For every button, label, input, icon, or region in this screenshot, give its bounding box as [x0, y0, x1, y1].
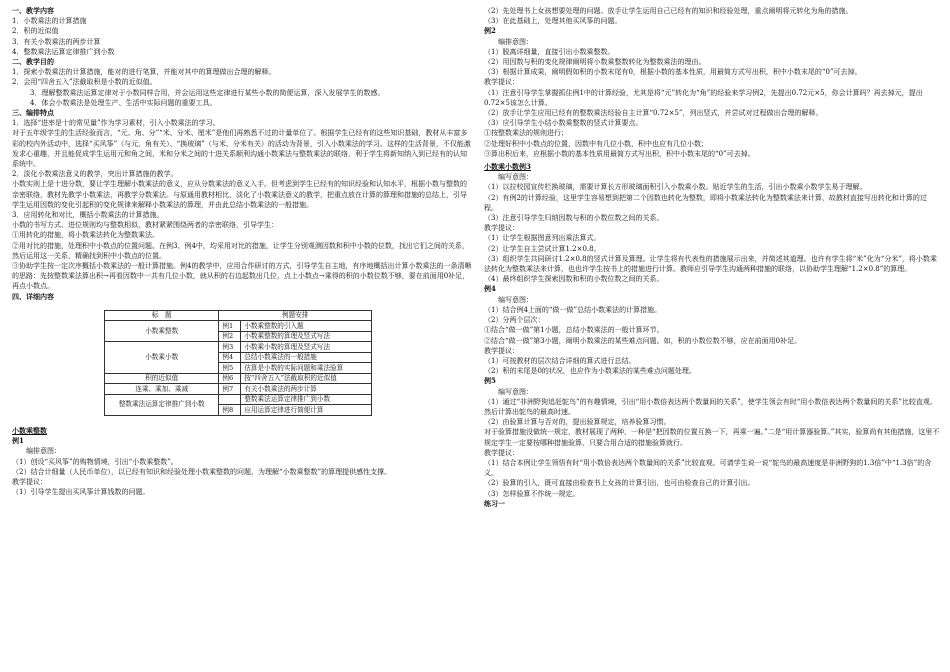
example-heading: 例2: [484, 26, 496, 36]
text-line: （2）让学生自主尝试计算1.2×0.8。: [484, 244, 601, 253]
paragraph: 2．淡化小数乘法意义的教学，突出计算措施的教学。: [12, 170, 178, 179]
text-line: ①结合“做一做”第1小题，总结小数乘法的一般计算环节。: [484, 326, 664, 335]
paragraph: 1．选择“进率是十的常见量”作为学习素材，引入小数乘法的学习。: [12, 119, 220, 128]
text-line: 1．探索小数乘法的计算措施，能对的进行笔算，并能对其中的算理做出合理的解释。: [12, 68, 276, 77]
table-cell: 积的近似值: [105, 373, 219, 384]
text-line: 教学提议：: [484, 346, 519, 355]
table-cell: 例7: [219, 384, 241, 395]
text-line: （1）通过“非洲野狗追赶鸵鸟”的有趣情境，引出“用小数倍表达两个数量间的关系”，使学生领会有时“用小数倍表达两个数量间的关系”比较直观。然后计算出鸵鸟的最高时速。: [484, 397, 937, 416]
sec2-list: [12, 67, 472, 87]
text-line: （1）创设“买风筝”的购物情境，引出“小数乘整数”。: [12, 457, 178, 466]
left-column: [12, 6, 472, 497]
example-heading: 例5: [484, 376, 496, 386]
sec1-list: [12, 16, 472, 57]
text-line: （1）可按教材的层次结合详细的算式进行总结。: [484, 356, 636, 365]
table-row: [105, 342, 372, 353]
text-line: （2）分两个层次：: [484, 316, 545, 325]
section-heading: 四、详细内容: [12, 291, 54, 301]
table-cell: 总结小数乘法的一般措施: [241, 352, 372, 363]
table-cell: 小数乘小数的算理及竖式写法: [241, 342, 372, 353]
sec2-sub-list: [12, 88, 472, 108]
section-heading: 一、教学内容: [12, 6, 54, 15]
section-heading: 三、编排特点: [12, 108, 54, 118]
text-line: （3）怎样验算不作统一规定。: [484, 489, 580, 498]
example-3-lines: [484, 172, 940, 284]
text-line: （1）结合例4上面的“做一做”总结小数乘法的计算措施。: [484, 305, 662, 314]
text-line: （1）让学生根据图意列出乘法算式。: [484, 234, 601, 243]
table-row: [105, 384, 372, 395]
table-cell: 按“四舍五入”法截取积的近似值: [241, 373, 372, 384]
table-cell: 例4: [219, 352, 241, 363]
table-cell: [219, 394, 241, 405]
text-line: （2）用因数与积的变化规律阐明将小数乘整数转化为整数乘法的理由。: [484, 58, 706, 67]
paragraph: 3．应用转化和对比，概括小数乘法的计算措施。: [12, 211, 164, 220]
section-heading: 二、教学目的: [12, 57, 54, 67]
continued-lines: [484, 6, 940, 26]
text-line: ②处理好积中小数点的位置，因数中有几位小数，积中也应有几位小数；: [484, 139, 708, 148]
table-cell: 连乘、乘加、乘减: [105, 384, 219, 395]
table-cell: 应用运算定律进行简便计算: [241, 405, 372, 416]
text-line: 2．积的近似值: [12, 27, 59, 36]
table-cell: 小数乘整数的算理及竖式写法: [241, 331, 372, 342]
table-header-cell: 标 题: [105, 310, 219, 321]
text-line: （3）应引导学生小结小数乘整数的竖式计算要点。: [484, 119, 643, 128]
table-cell: 有关小数乘法的两步计算: [241, 384, 372, 395]
text-line: （2）有例2的计算经验，这里学生容易想到把第二个因数也转化为整数，即将小数乘法转化为整数乘法来计算，故教材直接写出转化和计算的过程。: [484, 193, 927, 212]
text-line: （2）验算的引入，既可直接由检查书上女孩的计算引出，也可由检查自己的计算引出。: [484, 479, 755, 488]
table-header-cell: 例题安排: [219, 310, 372, 321]
table-row: [105, 321, 372, 332]
text-line: 编排意图：: [26, 447, 61, 456]
text-line: （2）结合计细量（人民币单位），以已经有知识和经验处理小数乘整数的问题，为理解“小数乘整数”的算理提供感性支撑。: [12, 467, 392, 476]
table-row: [105, 394, 372, 405]
subsection-title: 小数乘小数例3: [484, 162, 531, 172]
table-header-row: [105, 310, 372, 321]
text-line: 教学提议：: [484, 448, 519, 457]
text-line: （1）以拉校园宣传栏换玻璃，需要计算长方形玻璃面积引入小数乘小数。贴近学生的生活，引出小数乘小数学生易于理解。: [484, 183, 867, 192]
text-line: 教学提议：: [484, 78, 519, 87]
text-line: 教学提议：: [484, 224, 519, 233]
table-cell: 整数乘法运算定律推广到小数: [105, 394, 219, 415]
table-cell: 例8: [219, 405, 241, 416]
right-column: [484, 6, 940, 509]
example-4-lines: [484, 295, 940, 377]
paragraph: ③协助学生按一定次序概括小数乘法的一般计算措施。例4的教学中，应用合作研讨的方式，引导学生自主地，有序地概括出计算小数乘法的一条清晰的思路：先按整数乘法算出积→再看因数中一共有几位小数，就从积的右边起数出几位，点上小数点→乘得的积的小数位数不够，要在前面用0补足，再点小数点。: [12, 262, 472, 291]
text-line: 2．会用“四舍五入”法截取积是小数的近似值。: [12, 78, 157, 87]
text-line: （4）最终组织学生探索因数和积的小数位数之间的关系。: [484, 275, 664, 284]
text-line: 4．整数乘法运算定律推广到小数: [12, 47, 115, 56]
text-line: 4．体会小数乘法是处理生产、生活中实际问题的重要工具。: [30, 98, 217, 107]
paragraph: ②用对比的措施，处理积中小数点的位置问题。在例3、例4中，均采用对比的措施，让学生分别观测因数和积中小数的位数，找出它们之间的关系，然后运用这一关系，精确找到积中小数点的位置。: [12, 241, 469, 260]
table-cell: 估算是小数的实际问题和乘法验算: [241, 363, 372, 374]
table-cell: 例2: [219, 331, 241, 342]
text-line: 1．小数乘法的计算措施: [12, 17, 87, 26]
example-heading: 例4: [484, 284, 496, 294]
text-line: （3）注意引导学生归纳因数与积的小数位数之间的关系。: [484, 214, 664, 223]
table-cell: 小数乘小数: [105, 342, 219, 374]
text-line: （3）组织学生共同研讨1.2×0.8的竖式计算及算理。让学生将有代表性的措施展示出来，并简述其道理。也许有学生将“米”化为“分米”，将小数乘法转化为整数乘法来计算，也也许学生按书上的措施进行计算。教师应引导学生沟通两种措施的联络，以协助学生理解“1.2×0.8”的算理。: [484, 254, 937, 274]
text-line: （3）在此基础上，处理其他买风筝的问题。: [484, 17, 622, 26]
table-row: [105, 373, 372, 384]
text-line: （1）结合本例让学生领悟有时“用小数倍表达两个数量间的关系”比较直观。可请学生说一说“鸵鸟的最高速度是非洲野狗的1.3倍”中“1.3倍”的含义。: [484, 458, 932, 478]
exercise-heading: 练习一: [484, 498, 505, 508]
paragraph: 小数的书写方式、进位规则均与整数相似，教材紧紧围绕两者的亲密联络，引导学生：: [12, 221, 278, 230]
text-line: ②结合“做一做”第3小题，阐明小数乘法的某些难点问题。如，积的小数位数不够，应在前面用0补足。: [484, 336, 802, 345]
example-1-lines: [12, 446, 472, 497]
subsection-title: 小数乘整数: [12, 425, 47, 435]
table-cell: 整数乘法运算定律推广到小数: [241, 394, 372, 405]
text-line: （3）根据计算成果，阐明假如积的小数末尾有0，根据小数的基本性质，用最简方式写出积，积中小数末尾的“0”可去掉。: [484, 68, 862, 77]
table-cell: 例3: [219, 342, 241, 353]
text-line: （1）引导学生提出买风筝计算钱数的问题。: [12, 488, 150, 497]
example-2-lines: [484, 37, 940, 159]
lesson-plan-table: [104, 310, 372, 416]
table-cell: 例6: [219, 373, 241, 384]
text-line: （1）脱离详细量，直接引出小数乘整数。: [484, 47, 615, 56]
text-line: 编写意图：: [498, 387, 533, 396]
paragraph: 对于五年级学生的生活经验而言，“元、角、分”“米、分米、厘米”是他们再熟悉不过的计量单位了。根据学生已经有的这些知识基础，教材从丰富多彩的校内外活动中，选择“买风筝”（与元、角有关）、“换玻璃”（与米、分米有关）的活动为背景，引入小数乘法的学习。这样的生活背景，不仅能激发求心重趣，并且能促成学生运用元和角之间，米和分米之间的十进关系顺利沟通小数乘法与整数乘法的联络，利于学生将新知纳入到已经有的认知系统中。: [12, 129, 471, 169]
text-line: （2）积的末尾是0的状况，也应作为小数乘法的某些难点问题处理。: [484, 367, 696, 376]
table-cell: 小数乘整数: [105, 321, 219, 342]
text-line: 对于验算措施没做统一规定，教材展现了两种，一种是“把因数的位置互换一下，再乘一遍。”二是“用计算器验算。”其实，验算尚有其他措施，这里不规定学生一定要按哪种措施验算，只要合用合适的措施验算就行。: [484, 428, 940, 447]
table-cell: 小数乘整数的引入题: [241, 321, 372, 332]
text-line: 编写意图：: [498, 295, 533, 304]
text-line: ①按整数乘法的规则进行；: [484, 129, 568, 138]
text-line: 编排意图：: [498, 37, 533, 46]
table-cell: 例1: [219, 321, 241, 332]
text-line: （2）先处理书上女孩想要处理的问题。放手让学生运用自己已经有的知识和经验处理，重点阐明将元转化为角的措施。: [484, 7, 853, 15]
example-5-lines: [484, 387, 940, 499]
text-line: 3．理解整数乘法运算定律对于小数同样合用，并会运用这些定律进行某些小数的简便运算，深入发展学生的数感。: [30, 88, 385, 97]
text-line: ③算出积后来，应根据小数的基本性质用最简方式写出积，积中小数末尾的“0”可去掉。: [484, 149, 755, 158]
paragraph: ①用转化的措施，将小数乘法转化为整数乘法。: [12, 231, 159, 240]
text-line: 3．有关小数乘法的两步计算: [12, 37, 101, 46]
table-cell: 例5: [219, 363, 241, 374]
text-line: （2）放手让学生应用已经有的整数乘法经验自主计算“0.72×5”，列出竖式，并尝试对过程做出合理的解释。: [484, 109, 823, 118]
example-heading: 例1: [12, 436, 24, 446]
paragraph: 小数实则上是十进分数，要让学生理解小数乘法的意义，应从分数乘法的意义入手。但考虑到学生已经有的知识经验和认知水平，根据小数与整数的亲密联络，教材先教学小数乘法，再教学分数乘法。与原通用教材相比，淡化了小数乘法意义的教学，把重点放在计算的算理和措施的总结上，引导学生运用因数的变化引起积的变化规律来解释小数乘法的算理，并由此总结小数乘法的一般措施。: [12, 180, 467, 209]
text-line: （1）注意引导学生掌握抓住例1中的计算经验，尤其是将“元”转化为“角”的经验来学习例2，先提出0.72元×5，你会计算吗？再去掉元，提出0.72×5该怎么计算。: [484, 88, 923, 107]
text-line: 编写意图：: [498, 173, 533, 182]
text-line: （2）由验算计算与否对的，提出验算规定，培养验算习惯。: [484, 418, 671, 427]
text-line: 教学提议：: [12, 477, 47, 486]
